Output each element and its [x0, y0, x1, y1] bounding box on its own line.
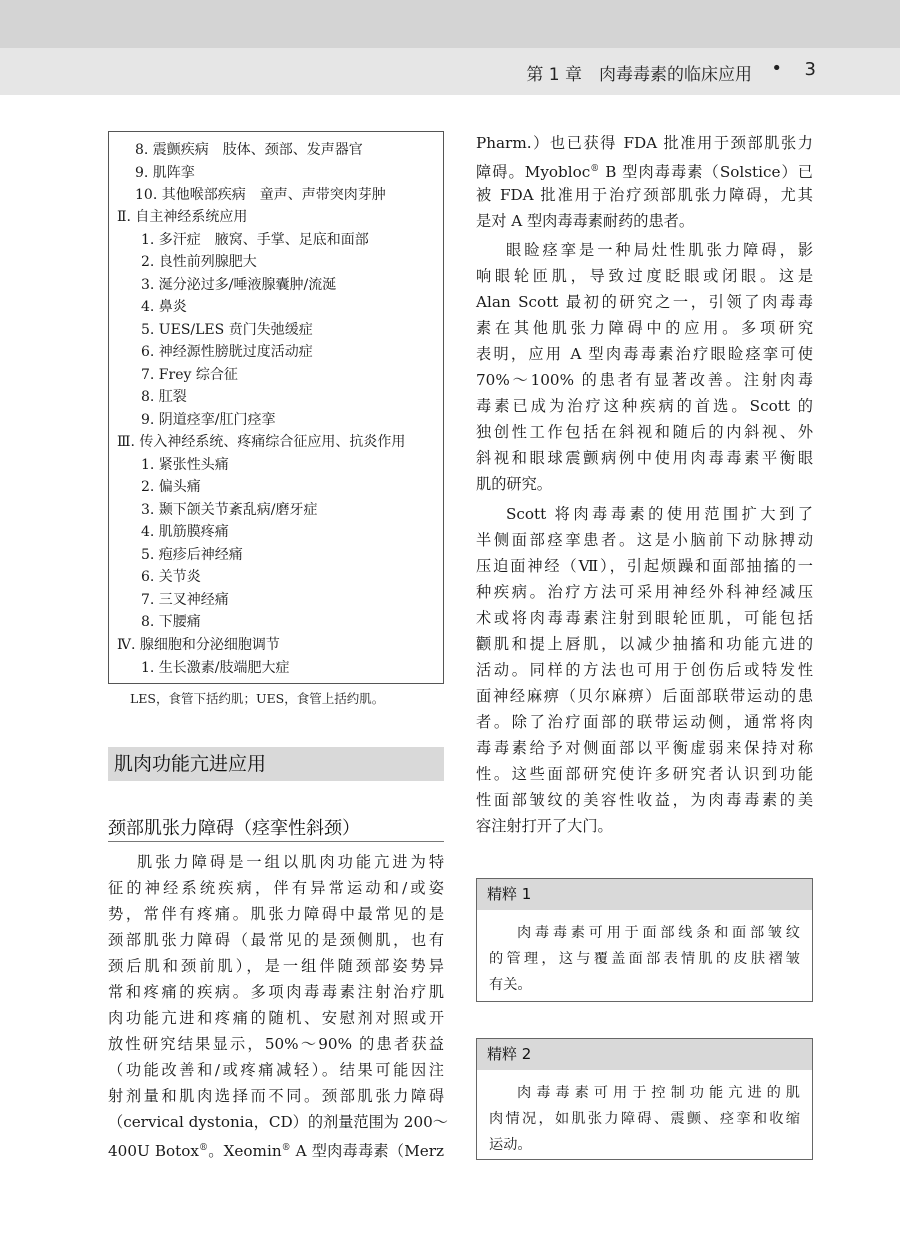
outline-item: 8. 震颤疾病 肢体、颈部、发声器官: [135, 142, 363, 158]
pearl-box-1: [476, 878, 813, 1002]
paragraph-line: （cervical dystonia，CD）的剂量范围为 200～: [108, 1113, 448, 1131]
paragraph-line: 颧肌和提上唇肌，以减少抽搐和功能亢进的: [476, 635, 813, 653]
paragraph-line: 半侧面部痉挛患者。这是小脑前下动脉搏动: [476, 531, 813, 549]
subsection-title: 颈部肌张力障碍（痉挛性斜颈）: [108, 814, 444, 842]
paragraph-line: Scott 将肉毒毒素的使用范围扩大到了: [506, 505, 813, 523]
section-title: 肌肉功能亢进应用: [108, 747, 444, 781]
outline-item: 3. 涎分泌过多/唾液腺囊肿/流涎: [141, 277, 337, 293]
paragraph-line: 征的神经系统疾病，伴有异常运动和/或姿: [108, 879, 444, 897]
pearl-line: 肉情况，如肌张力障碍、震颤、痉挛和收缩: [489, 1111, 800, 1127]
top-band: [0, 0, 900, 48]
paragraph-line: 是对 A 型肉毒毒素耐药的患者。: [476, 212, 695, 230]
paragraph-line: 压迫面神经（Ⅶ），引起烦躁和面部抽搐的一: [476, 557, 813, 575]
pearl-box-title: 精粹 1: [477, 879, 812, 910]
outline-heading: Ⅲ. 传入神经系统、疼痛综合征应用、抗炎作用: [117, 434, 406, 450]
outline-item: 8. 下腰痛: [141, 614, 201, 630]
outline-item: 7. Frey 综合征: [141, 367, 238, 383]
outline-heading: Ⅳ. 腺细胞和分泌细胞调节: [117, 637, 280, 653]
paragraph-line: 眼睑痉挛是一种局灶性肌张力障碍，影: [506, 241, 813, 259]
paragraph-line: 活动。同样的方法也可用于创伤后或特发性: [476, 661, 813, 679]
outline-item: 1. 多汗症 腋窝、手掌、足底和面部: [141, 232, 369, 248]
outline-heading: Ⅱ. 自主神经系统应用: [117, 209, 248, 225]
paragraph-line: 常和疼痛的疾病。多项肉毒毒素注射治疗肌: [108, 983, 444, 1001]
paragraph-line: 肉功能亢进和疼痛的随机、安慰剂对照或开: [108, 1009, 444, 1027]
header-bullet: •: [771, 58, 782, 79]
paragraph-line: 斜视和眼球震颤病例中使用肉毒毒素平衡眼: [476, 449, 813, 467]
outline-item: 2. 偏头痛: [141, 479, 201, 495]
outline-item: 10. 其他喉部疾病 童声、声带突肉芽肿: [135, 187, 386, 203]
table-footnote: LES，食管下括约肌；UES，食管上括约肌。: [130, 691, 385, 706]
paragraph-line: （功能改善和/或疼痛减轻）。结果可能因注: [108, 1061, 444, 1079]
paragraph-line: 面神经麻痹（贝尔麻痹）后面部联带运动的患: [476, 687, 813, 705]
paragraph-line: 种疾病。治疗方法可采用神经外科神经减压: [476, 583, 813, 601]
paragraph-line: 性。这些面部研究使许多研究者认识到功能: [476, 765, 813, 783]
paragraph-line: 性面部皱纹的美容性收益，为肉毒毒素的美: [476, 791, 813, 809]
paragraph-line: Alan Scott 最初的研究之一，引领了肉毒毒: [476, 293, 813, 311]
paragraph-line: 响眼轮匝肌，导致过度眨眼或闭眼。这是: [476, 267, 813, 285]
outline-item: 5. UES/LES 贲门失弛缓症: [141, 322, 313, 338]
paragraph-line: 素在其他肌张力障碍中的应用。多项研究: [476, 319, 813, 337]
outline-item: 1. 生长激素/肢端肥大症: [141, 660, 290, 676]
outline-item: 1. 紧张性头痛: [141, 457, 229, 473]
paragraph-line: 70%～100% 的患者有显著改善。注射肉毒: [476, 371, 813, 389]
paragraph-line: 表明，应用 A 型肉毒毒素治疗眼睑痉挛可使: [476, 345, 813, 363]
outline-item: 9. 阴道痉挛/肛门痉挛: [141, 412, 276, 428]
running-header: [0, 48, 900, 95]
outline-item: 2. 良性前列腺肥大: [141, 254, 257, 270]
paragraph-line: 400U Botox®。Xeomin® A 型肉毒毒素（Merz: [108, 1142, 444, 1161]
outline-item: 9. 肌阵挛: [135, 165, 195, 181]
paragraph-line: 势，常伴有疼痛。肌张力障碍中最常见的是: [108, 905, 444, 923]
paragraph-line: 毒素已成为治疗这种疾病的首选。Scott 的: [476, 397, 813, 415]
outline-item: 6. 神经源性膀胱过度活动症: [141, 344, 313, 360]
outline-item: 7. 三叉神经痛: [141, 592, 229, 608]
outline-item: 3. 颞下颌关节紊乱病/磨牙症: [141, 502, 318, 518]
paragraph-line: 颈后肌和颈前肌），是一组伴随颈部姿势异: [108, 957, 444, 975]
outline-item: 4. 肌筋膜疼痛: [141, 524, 229, 540]
paragraph-line: 术或将肉毒毒素注射到眼轮匝肌，可能包括: [476, 609, 813, 627]
chapter-title: 第 1 章 肉毒毒素的临床应用: [526, 65, 752, 85]
pearl-line: 运动。: [489, 1137, 532, 1153]
paragraph-line: 肌的研究。: [476, 475, 552, 493]
pearl-line: 的管理，这与覆盖面部表情肌的皮肤褶皱: [489, 951, 800, 967]
pearl-box-2: [476, 1038, 813, 1160]
indication-outline-table: [108, 131, 444, 684]
outline-item: 4. 鼻炎: [141, 299, 187, 315]
pearl-box-title: 精粹 2: [477, 1039, 812, 1070]
paragraph-line: 被 FDA 批准用于治疗颈部肌张力障碍，尤其: [476, 186, 813, 204]
paragraph-line: 肌张力障碍是一组以肌肉功能亢进为特: [137, 853, 444, 871]
paragraph-line: 容注射打开了大门。: [476, 817, 613, 835]
outline-item: 5. 疱疹后神经痛: [141, 547, 243, 563]
paragraph-line: 放性研究结果显示，50%～90% 的患者获益: [108, 1035, 444, 1053]
outline-item: 6. 关节炎: [141, 569, 201, 585]
paragraph-line: 者。除了治疗面部的联带运动侧，通常将肉: [476, 713, 813, 731]
paragraph-line: 射剂量和肌肉选择而不同。颈部肌张力障碍: [108, 1087, 444, 1105]
outline-item: 8. 肛裂: [141, 389, 187, 405]
page-number: 3: [804, 59, 816, 80]
paragraph-line: 毒毒素给予对侧面部以平衡虚弱来保持对称: [476, 739, 813, 757]
pearl-line: 肉毒毒素可用于面部线条和面部皱纹: [517, 925, 800, 941]
paragraph-line: Pharm.）也已获得 FDA 批准用于颈部肌张力: [476, 134, 813, 152]
pearl-line: 有关。: [489, 977, 532, 993]
paragraph-line: 颈部肌张力障碍（最常见的是颈侧肌，也有: [108, 931, 444, 949]
paragraph-line: 障碍。Myobloc® B 型肉毒毒素（Solstice）已: [476, 163, 813, 182]
paragraph-line: 独创性工作包括在斜视和随后的内斜视、外: [476, 423, 813, 441]
pearl-line: 肉毒毒素可用于控制功能亢进的肌: [517, 1085, 800, 1101]
